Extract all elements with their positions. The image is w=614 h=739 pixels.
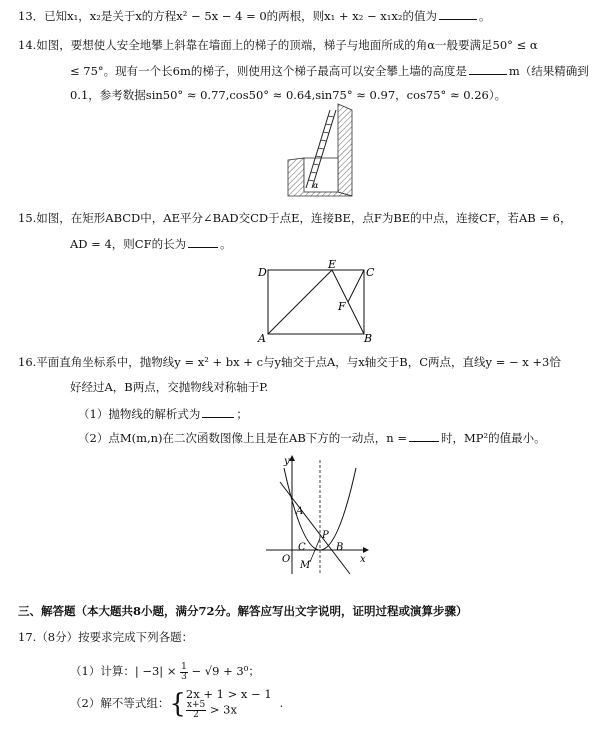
label-m: M [300,560,311,571]
q17-sub2 [70,688,283,720]
q17-sub1b: − √9 + 3⁰； [187,664,260,678]
angle-alpha-label: α [313,181,319,190]
inequality-1: 2x + 1 > x − 1 [185,687,272,701]
rectangle-abcd [268,270,364,334]
q15-line2a: AD = 4，则CF的长为 [70,237,187,251]
q16-sub2a: （2）点M(m,n)在二次函数图像上且是在AB下方的一动点，n = [78,431,407,445]
q16-line1: 16.平面直角坐标系中，抛物线y = x² + bx + c与y轴交于点A，与x轴交于B，C两点，直线y = − x +3恰 [18,355,561,369]
q13-end: 。 [478,9,491,23]
q17-end: . [279,696,284,710]
wall-shape [338,104,352,196]
section-3-title: 三、解答题（本大题共8小题，满分72分。解答应写出文字说明，证明过程或演算步骤） [18,604,468,618]
label-f: F [338,300,346,313]
label-y: y [284,456,290,467]
q17-sub1 [70,660,260,682]
q15-line1: 15.如图，在矩形ABCD中，AE平分∠BAD交CD于点E，连接BE，点F为BE的中点，连接CF，若AB = 6， [18,211,572,225]
q16-line2: 好经过A，B两点，交抛物线对称轴于P. [70,380,269,394]
q15-line2 [70,236,232,252]
fraction-one-third: $\frac{1}{3}$ [181,661,187,682]
label-p: P [322,530,329,541]
label-x: x [360,554,366,565]
inequality-system [186,688,272,720]
q17-title: 17.（8分）按要求完成下列各题： [18,630,194,644]
q14-line3: 0.1，参考数据sin50° ≈ 0.77,cos50° ≈ 0.64,sin75° ≈ 0.97，cos75° ≈ 0.26）。 [70,88,507,102]
answer-blank [188,236,218,248]
answer-blank [469,63,507,75]
label-e: E [328,258,337,271]
q14-line2a: ≤ 75°。现有一个长6m的梯子，则使用这个梯子最高可以安全攀上墙的高度是 [70,64,467,78]
q14-line1: 14.如图，要想使人安全地攀上斜靠在墙面上的梯子的顶端，梯子与地面所成的角α一般要满足50° ≤ α [18,38,538,52]
label-d: D [258,266,267,279]
question-13 [18,8,490,24]
label-a: A [296,506,304,517]
label-a: A [258,332,266,345]
label-o: O [282,554,291,565]
label-b: B [364,332,373,345]
label-c: C [298,542,306,553]
q13-text: 13．已知x₁，x₂是关于x的方程x² − 5x − 4 = 0的两根，则x₁ + x₂ − x₁x₂的值为 [18,9,437,23]
q17-sub1a: （1）计算：| −3| × [70,664,177,678]
q14-line2 [70,63,589,79]
system-brace: { [169,689,186,719]
rectangle-abcd-figure [256,258,380,346]
line-ab [280,482,350,574]
q16-sub1b: ； [236,407,248,421]
q16-sub1 [78,406,248,422]
answer-blank [439,8,477,20]
segment-cf [348,270,364,302]
q17-sub2a: （2）解不等式组： [70,696,170,710]
segment-ae [268,270,332,334]
answer-blank [409,430,439,442]
label-c: C [366,266,375,279]
parabola-coordinate-figure [262,452,372,576]
q15-line2b: 。 [220,237,232,251]
inequality-2: $\frac{x+5}{2}$ > 3x [186,700,237,720]
q16-sub2b: 时，MP²的值最小。 [440,431,546,445]
q16-sub1a: （1）抛物线的解析式为 [78,407,201,421]
label-b: B [336,542,344,553]
q16-sub2 [78,430,546,446]
ladder-wall-figure [282,100,358,200]
q14-line2b: m（结果精确到 [508,64,589,78]
answer-blank [202,406,234,418]
